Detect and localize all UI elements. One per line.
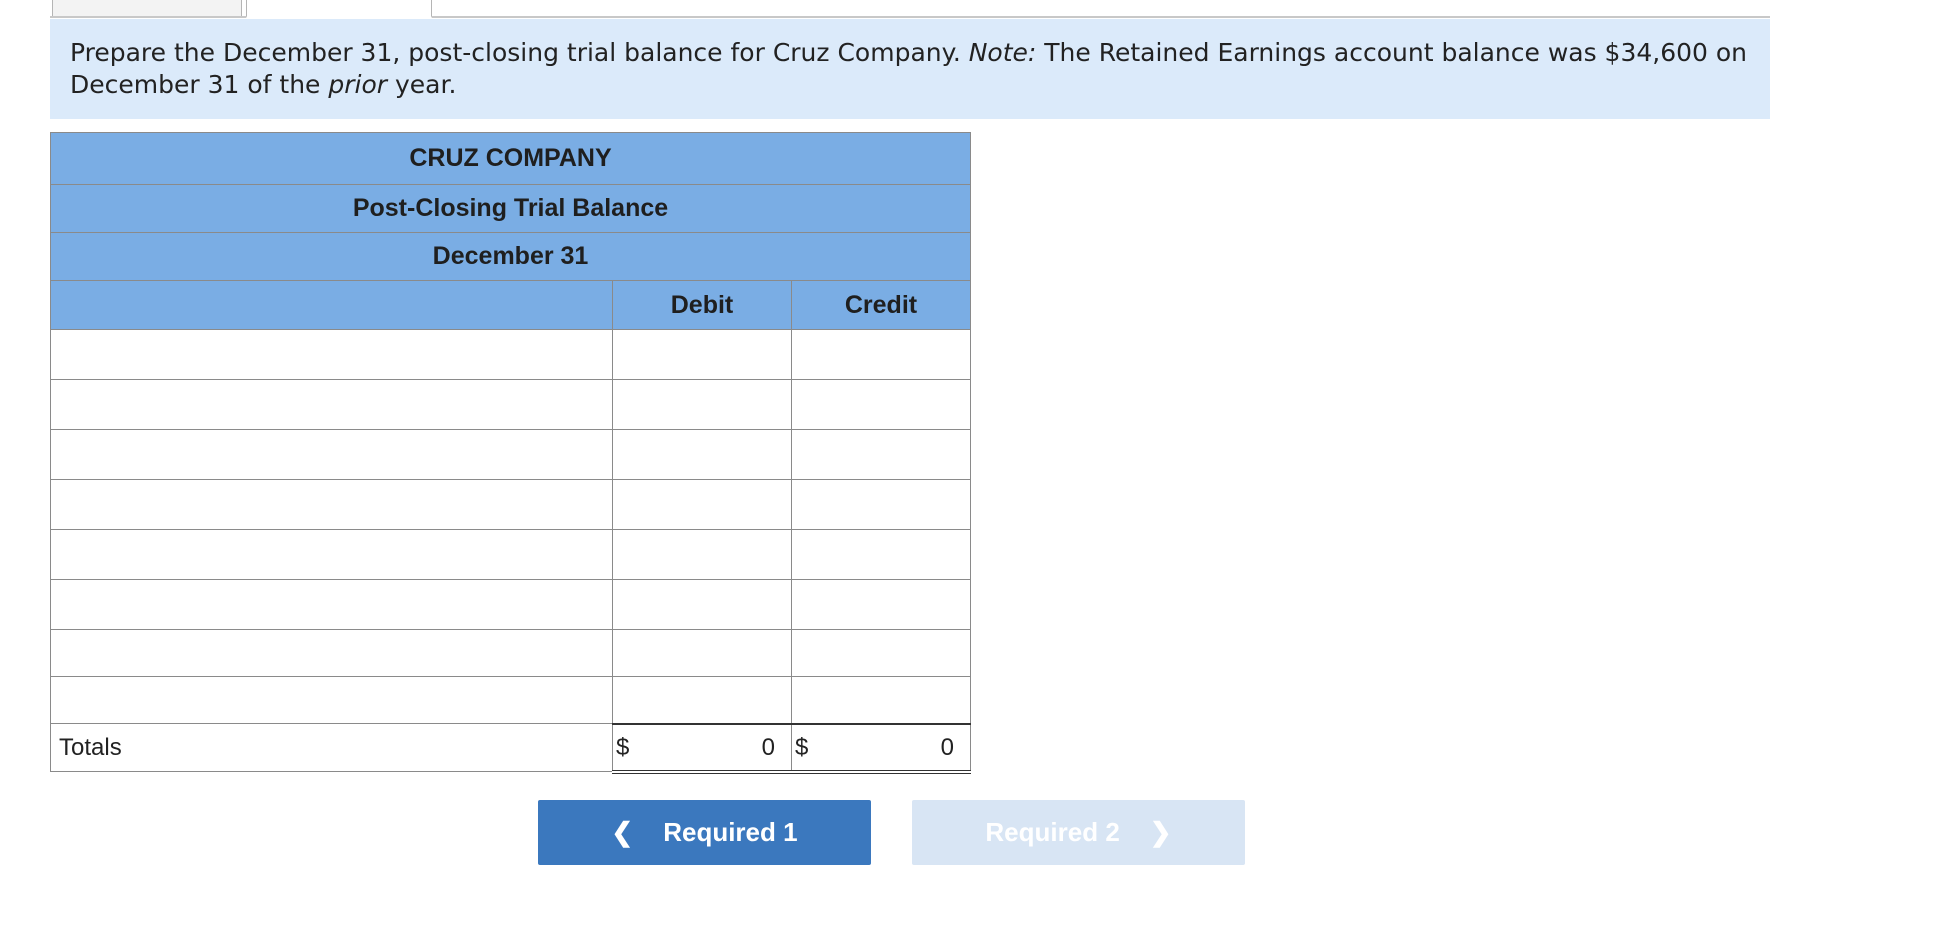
trial-balance-table: [50, 132, 971, 774]
totals-row: [51, 724, 971, 772]
table-row: [51, 580, 971, 630]
column-header-row: [51, 281, 971, 330]
instructions-text: Prepare the December 31, post-closing trial balance for Cruz Company.: [70, 38, 969, 67]
table-row: [51, 530, 971, 580]
debit-column-header: Debit: [613, 281, 792, 330]
totals-label: Totals: [51, 724, 613, 772]
statement-date: December 31: [51, 233, 971, 281]
debit-cell[interactable]: [613, 530, 792, 580]
credit-cell[interactable]: [792, 677, 971, 724]
account-name-cell[interactable]: [51, 580, 613, 630]
note-label: Note:: [968, 38, 1037, 67]
debit-input[interactable]: [613, 579, 795, 630]
credit-cell[interactable]: [792, 530, 971, 580]
required-1-button[interactable]: [538, 800, 871, 865]
account-name-input[interactable]: [51, 429, 616, 480]
account-column-header: [51, 281, 613, 330]
debit-cell[interactable]: [613, 480, 792, 530]
account-name-cell[interactable]: [51, 530, 613, 580]
account-name-cell[interactable]: [51, 330, 613, 380]
account-name-input[interactable]: [51, 579, 616, 630]
tab-strip: [50, 0, 1770, 18]
table-row: [51, 330, 971, 380]
credit-input[interactable]: [792, 579, 974, 630]
instructions-text-3: year.: [387, 70, 457, 99]
required-2-button[interactable]: [912, 800, 1245, 865]
credit-total-currency: $: [795, 733, 809, 761]
tab-required-1[interactable]: [52, 0, 242, 16]
debit-cell[interactable]: [613, 630, 792, 677]
debit-cell[interactable]: [613, 380, 792, 430]
credit-cell[interactable]: [792, 430, 971, 480]
account-name-cell[interactable]: [51, 480, 613, 530]
table-row: [51, 430, 971, 480]
header-row-date: [51, 233, 971, 281]
required-1-label: Required 1: [663, 817, 798, 847]
debit-cell[interactable]: [613, 677, 792, 724]
credit-column-header: Credit: [792, 281, 971, 330]
debit-total-value: 0: [761, 733, 775, 761]
account-name-input[interactable]: [51, 329, 616, 380]
account-name-input[interactable]: [51, 379, 616, 430]
chevron-left-icon: ❮: [611, 817, 634, 847]
account-name-cell[interactable]: [51, 380, 613, 430]
table-row: [51, 677, 971, 724]
instructions-banner: [50, 19, 1770, 119]
debit-input[interactable]: [613, 676, 795, 724]
account-name-cell[interactable]: [51, 677, 613, 724]
credit-input[interactable]: [792, 329, 974, 380]
debit-input[interactable]: [613, 479, 795, 530]
account-name-input[interactable]: [51, 629, 616, 677]
account-name-cell[interactable]: [51, 630, 613, 677]
account-name-input[interactable]: [51, 529, 616, 580]
debit-input[interactable]: [613, 629, 795, 677]
credit-input[interactable]: [792, 676, 974, 724]
credit-total-value: 0: [940, 733, 954, 761]
table-row: [51, 630, 971, 677]
credit-input[interactable]: [792, 629, 974, 677]
header-row-statement: [51, 185, 971, 233]
credit-total-cell: [792, 724, 971, 772]
table-row: [51, 480, 971, 530]
header-row-company: [51, 133, 971, 185]
credit-input[interactable]: [792, 529, 974, 580]
debit-cell[interactable]: [613, 580, 792, 630]
debit-total-currency: $: [616, 733, 630, 761]
debit-input[interactable]: [613, 329, 795, 380]
credit-input[interactable]: [792, 429, 974, 480]
debit-total-cell: [613, 724, 792, 772]
credit-cell[interactable]: [792, 330, 971, 380]
debit-input[interactable]: [613, 529, 795, 580]
account-name-cell[interactable]: [51, 430, 613, 480]
instructions-text-2: The Retained Earnings account balance was $34,600 on December 31 of the: [70, 38, 1748, 99]
prior-word: prior: [328, 70, 388, 99]
credit-input[interactable]: [792, 479, 974, 530]
statement-title: Post-Closing Trial Balance: [51, 185, 971, 233]
company-name: CRUZ COMPANY: [51, 133, 971, 185]
required-2-label: Required 2: [985, 817, 1120, 847]
credit-cell[interactable]: [792, 630, 971, 677]
debit-input[interactable]: [613, 379, 795, 430]
debit-input[interactable]: [613, 429, 795, 480]
tab-required-2[interactable]: [246, 0, 432, 18]
credit-cell[interactable]: [792, 480, 971, 530]
account-name-input[interactable]: [51, 479, 616, 530]
credit-input[interactable]: [792, 379, 974, 430]
chevron-right-icon: ❯: [1149, 817, 1172, 847]
table-row: [51, 380, 971, 430]
debit-cell[interactable]: [613, 330, 792, 380]
credit-cell[interactable]: [792, 580, 971, 630]
debit-cell[interactable]: [613, 430, 792, 480]
account-name-input[interactable]: [51, 676, 616, 724]
credit-cell[interactable]: [792, 380, 971, 430]
